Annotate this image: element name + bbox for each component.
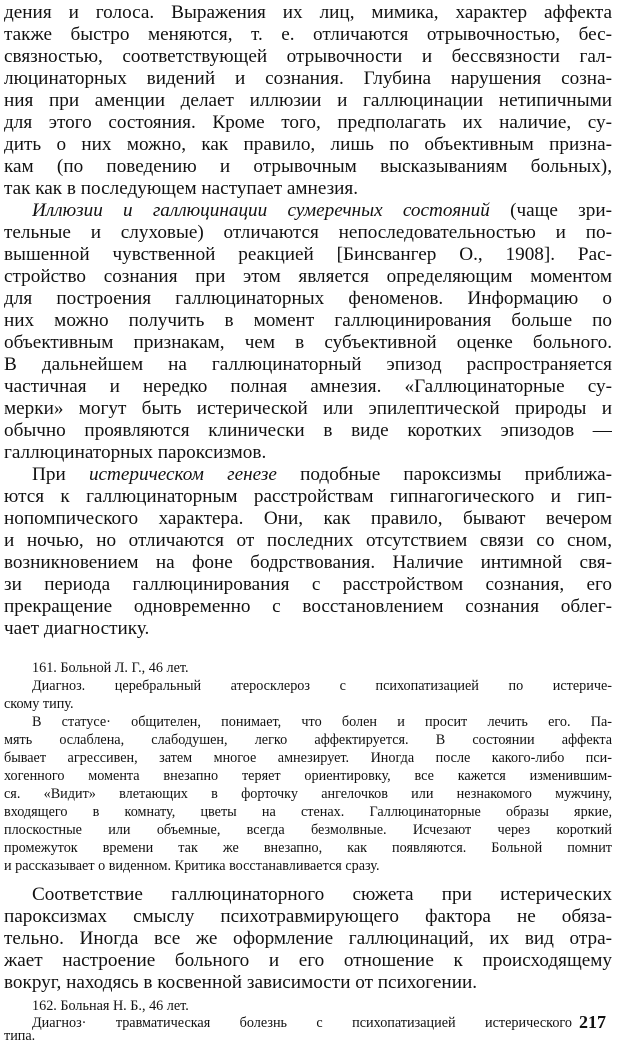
text-line: Соответствие галлюцинаторного сюжета при истерических (32, 884, 612, 905)
case-heading: 162. Больная Н. Б., 46 лет. (32, 998, 189, 1014)
text-line: чает диагностику. (4, 618, 150, 639)
text-line: тельно. Иногда все же оформление галлюцинаций, их вид отра- (4, 928, 612, 949)
text-line: кам (по поведению и отрывочным высказываниям больных), (4, 156, 612, 177)
text-line: них можно получить в момент галлюцинирования больше по (4, 310, 612, 331)
text-line: также быстро меняются, т. е. отличаются отрывочностью, бес- (4, 24, 612, 45)
text-line: возникновением на фоне бодрствования. Наличие интимной свя- (4, 552, 612, 573)
case-text-line: В статусе· общителен, понимает, что болен и просит лечить его. Па- (32, 714, 612, 730)
text-line: нопомпического характера. Они, как правило, бывают вечером (4, 508, 612, 529)
text-line (32, 464, 612, 486)
text-line: зи периода галлюцинирования с расстройством сознания, его (4, 574, 612, 595)
case-text-line: Диагноз. церебральный атеросклероз с психопатизацией по истериче- (32, 678, 612, 694)
case-text-line: скому типу. (4, 696, 74, 712)
text-line: мерки» могут быть истерической или эпилептической природы и (4, 398, 612, 419)
text-fragment: (чаще зри- (489, 200, 612, 221)
case-text-line: и рассказывает о виденном. Критика восстанавливается сразу. (4, 858, 380, 874)
text-line: частичная и нередко полная амнезия. «Галлюцинаторные су- (4, 376, 612, 397)
text-line: дения и голоса. Выражения их лиц, мимика, характер аффекта (4, 2, 612, 23)
case-text-line: входящего в комнату, цветы на стенах. Галлюцинаторные образы яркие, (4, 804, 612, 820)
case-text-line: плоскостные или объемные, всегда безмолвные. Исчезают через короткий (4, 822, 612, 838)
text-line: для построения галлюцинаторных феноменов. Информацию о (4, 288, 612, 309)
text-line: ния при аменции делает иллюзии и галлюцинации нетипичными (4, 90, 612, 111)
text-line: вышенной чувственной реакцией [Бинсвангер О., 1908]. Рас- (4, 244, 612, 265)
text-line: вокруг, находясь в косвенной зависимости от психогении. (4, 972, 478, 993)
page-number: 217 (579, 1012, 606, 1032)
text-line: объективным признакам, чем в субъективной оценке больного. (4, 332, 612, 353)
text-line: В дальнейшем на галлюцинаторный эпизод распространяется (4, 354, 612, 375)
text-line: пароксизмах смыслу психотравмирующего фактора не обяза- (4, 906, 612, 927)
case-text-line: типа. (4, 1030, 36, 1043)
case-text-line: ся. «Видит» влетающих в форточку ангелочков или незнакомого мужчину, (4, 786, 612, 802)
text-line: обычно проявляются клинически в виде коротких эпизодов — (4, 420, 612, 441)
case-text-line: Диагноз· травматическая болезнь с психопатизацией истерического (32, 1015, 572, 1031)
case-heading: 161. Больной Л. Г., 46 лет. (32, 660, 189, 676)
text-line: тельные и слуховые) отличаются непоследовательностью и по- (4, 222, 612, 243)
text-line: и ночью, но отличаются от последних отсутствием связи со сном, (4, 530, 612, 551)
text-line: прекращение одновременно с восстановлением сознания облег- (4, 596, 612, 617)
text-fragment: подобные пароксизмы приближа- (276, 464, 612, 485)
text-line: галлюцинаторных пароксизмов. (4, 442, 267, 463)
text-line: стройство сознания при этом является определяющим моментом (4, 266, 612, 287)
text-line: связностью, соответствующей отрывочности и бессвязности гал- (4, 46, 612, 67)
case-text-line: хогенного момента внезапно теряет ориентировку, все кажется изменившим- (4, 768, 612, 784)
case-text-line: мять ослаблена, слабодушен, легко аффектируется. В состоянии аффекта (4, 732, 612, 748)
text-line: так как в последующем наступает амнезия. (4, 178, 359, 199)
text-line: жает настроение больного и его отношение к происходящему (4, 950, 612, 971)
italic-term: истерическом генезе (88, 464, 277, 485)
text-fragment: При (32, 464, 89, 485)
case-text-line: промежуток времени так же внезапно, как появляются. Больной помнит (4, 840, 612, 856)
text-line: для этого состояния. Кроме того, предполагать их наличие, су- (4, 112, 612, 133)
text-line: люцинаторных видений и сознания. Глубина нарушения созна- (4, 68, 612, 89)
italic-term: Иллюзии и галлюцинации сумеречных состояний (32, 200, 490, 221)
case-text-line: бывает агрессивен, затем многое амнезирует. Иногда после какого-либо пси- (4, 750, 612, 766)
text-line: дить о них можно, как правило, лишь по объективным призна- (4, 134, 612, 155)
text-line: ются к галлюцинаторным расстройствам гипнагогического и гип- (4, 486, 612, 507)
text-line (32, 200, 612, 222)
